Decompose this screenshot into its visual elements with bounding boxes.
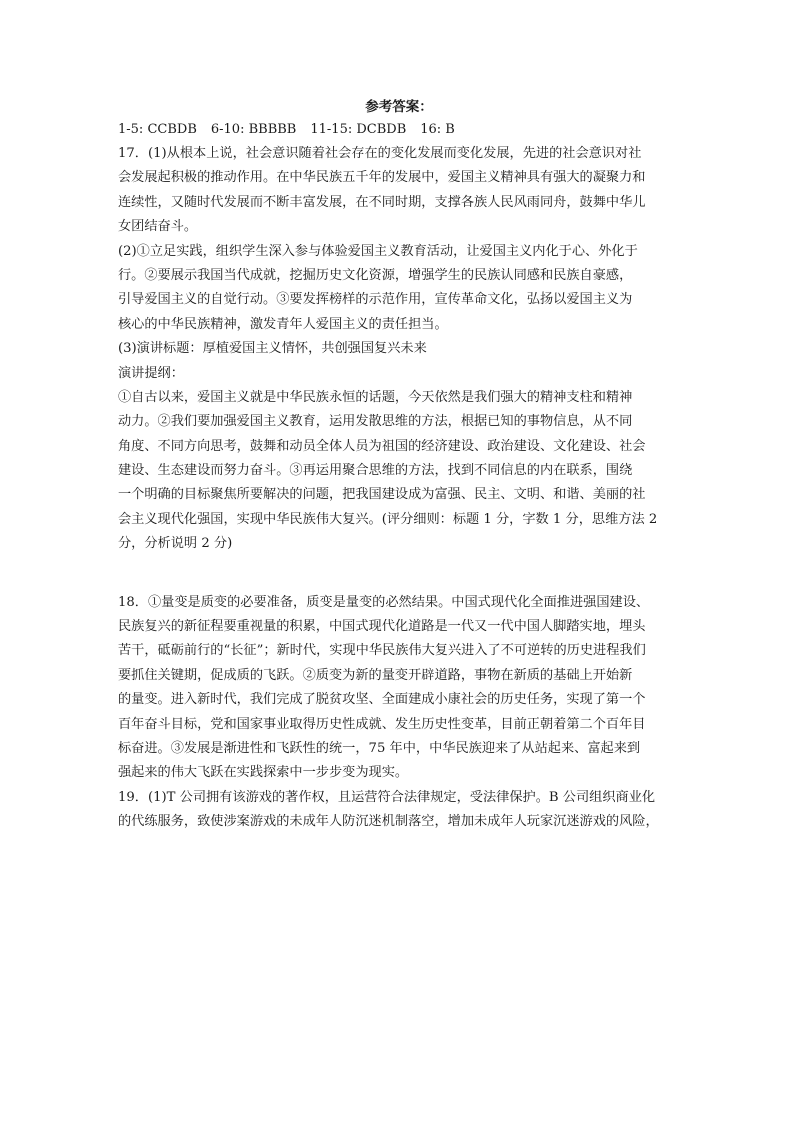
question-17-answer <box>118 142 680 557</box>
multiple-choice-answers <box>118 118 680 142</box>
text-line: 连续性，又随时代发展而不断丰富发展，在不同时期，支撑各族人民风雨同舟，鼓舞中华儿 <box>118 194 646 210</box>
answer-page <box>118 96 680 835</box>
text-line: 分，分析说明 2 分) <box>118 536 233 552</box>
text-line: 18．①量变是质变的必要准备，质变是量变的必然结果。中国式现代化全面推进强国建设、 <box>118 594 650 610</box>
text-line: (2)①立足实践，组织学生深入参与体验爱国主义教育活动，让爱国主义内化于心、外化于 <box>118 243 638 259</box>
text-line: 女团结奋斗。 <box>118 219 198 235</box>
section-gap <box>118 557 680 591</box>
text-line: 标奋进。③发展是渐进性和飞跃性的统一，75 年中，中华民族迎来了从站起来、富起来到 <box>118 740 641 756</box>
page-title: 参考答案： <box>365 99 433 115</box>
text-line: 17．(1)从根本上说，社会意识随着社会存在的变化发展而变化发展，先进的社会意识对社 <box>118 146 642 161</box>
text-line: 的代练服务，致使涉案游戏的未成年人防沉迷机制落空，增加未成年人玩家沉迷游戏的风险， <box>118 814 659 830</box>
text-line: 引导爱国主义的自觉行动。③要发挥榜样的示范作用，宣传革命文化，弘扬以爱国主义为 <box>118 292 633 308</box>
answer-group-6-10: 6-10: BBBBB <box>210 122 297 137</box>
answer-group-1-5: 1-5: CCBDB <box>118 122 197 137</box>
answer-group-11-15: 11-15: DCBDB <box>310 122 407 137</box>
text-line: 核心的中华民族精神，激发青年人爱国主义的责任担当。 <box>118 316 448 332</box>
text-line: 民族复兴的新征程要重视量的积累，中国式现代化道路是一代又一代中国人脚踏实地，埋头 <box>118 619 646 635</box>
text-line: 强起来的伟大飞跃在实践探索中一步步变为现实。 <box>118 765 409 781</box>
answer-group-16: 16: B <box>420 122 455 137</box>
text-line: 动力。②我们要加强爱国主义教育，运用发散思维的方法，根据已知的事物信息，从不同 <box>118 414 633 430</box>
text-line: 会主义现代化强国，实现中华民族伟大复兴。(评分细则：标题 1 分，字数 1 分，思维方法 2 <box>118 511 658 527</box>
text-line: 建设、生态建设而努力奋斗。③再运用聚合思维的方法，找到不同信息的内在联系，围绕 <box>118 463 633 479</box>
text-line: 19．(1)T 公司拥有该游戏的著作权，且运营符合法律规定，受法律保护。B 公司组织商业化 <box>118 789 656 805</box>
question-19-answer <box>118 786 680 835</box>
speech-outline-label: 演讲提纲： <box>118 365 184 381</box>
text-line: 会发展起积极的推动作用。在中华民族五千年的发展中，爱国主义精神具有强大的凝聚力和 <box>118 170 646 186</box>
text-line: 角度、不同方向思考，鼓舞和动员全体人员为祖国的经济建设、政治建设、文化建设、社会 <box>118 438 646 454</box>
text-line: 的量变。进入新时代，我们完成了脱贫攻坚、全面建成小康社会的历史任务，实现了第一个 <box>118 692 646 708</box>
text-line: ①自古以来，爱国主义就是中华民族永恒的话题，今天依然是我们强大的精神支柱和精神 <box>118 389 633 405</box>
text-line: 苦干，砥砺前行的“长征”；新时代，实现中华民族伟大复兴进入了不可逆转的历史进程我们 <box>118 643 646 659</box>
speech-title: (3)演讲标题：厚植爱国主义情怀，共创强国复兴未来 <box>118 341 427 357</box>
question-18-answer <box>118 591 680 786</box>
text-line: 百年奋斗目标，党和国家事业取得历史性成就、发生历史性变革，目前正朝着第二个百年目 <box>118 716 646 732</box>
text-line: 行。②要展示我国当代成就，挖掘历史文化资源，增强学生的民族认同感和民族自豪感， <box>118 267 633 283</box>
text-line: 一个明确的目标聚焦所要解决的问题，把我国建设成为富强、民主、文明、和谐、美丽的社 <box>118 487 646 503</box>
text-line: 要抓住关键期，促成质的飞跃。②质变为新的量变开辟道路，事物在新质的基础上开始新 <box>118 667 633 683</box>
